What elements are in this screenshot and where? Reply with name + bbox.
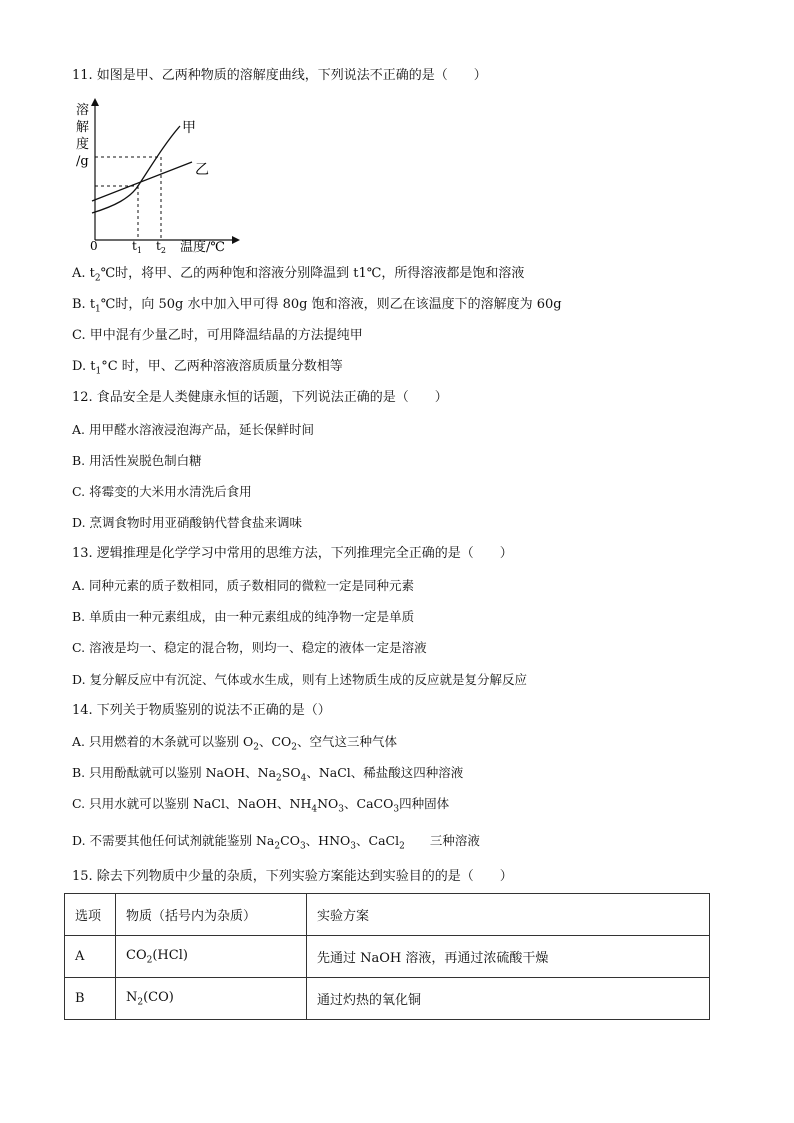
q11-stem: 11. 如图是甲、乙两种物质的溶解度曲线，下列说法不正确的是（ ） [72, 68, 487, 83]
q14-option-d: D. 不需要其他任何试剂就能鉴别 $Na_2CO_3$、$HNO_3$、CaCl$_2$ 三种溶液 [72, 833, 480, 852]
q13-option-c: C. 溶液是均一、稳定的混合物，则均一、稳定的液体一定是溶液 [72, 640, 427, 655]
curve-yi [92, 162, 192, 201]
q15-stem: 15. 除去下列物质中少量的杂质，下列实验方案能达到实验目的的是（ ） [72, 869, 513, 884]
row-option: B [65, 978, 116, 1020]
y-axis-arrow [91, 98, 99, 106]
ylabel-1: 溶 [76, 103, 90, 118]
q11-option-c: C. 甲中混有少量乙时，可用降温结晶的方法提纯甲 [72, 328, 363, 343]
q14-option-a: A. 只用燃着的木条就可以鉴别 $O_2$、$CO_2$、空气这三种气体 [72, 734, 397, 753]
row-plan: 通过灼热的氧化铜 [307, 978, 710, 1020]
curve-jia-label: 甲 [182, 120, 196, 136]
q14-stem: 14. 下列关于物质鉴别的说法不正确的是（） [72, 703, 331, 718]
q13-option-d: D. 复分解反应中有沉淀、气体或水生成，则有上述物质生成的反应就是复分解反应 [72, 672, 528, 687]
table-row [65, 936, 710, 978]
table-header-row [65, 894, 710, 936]
q13-option-b: B. 单质由一种元素组成，由一种元素组成的纯净物一定是单质 [72, 609, 415, 624]
row-plan: 先通过 NaOH 溶液，再通过浓硫酸干燥 [307, 936, 710, 978]
curve-jia [92, 126, 180, 213]
q12-option-a: A. 用甲醛水溶液浸泡海产品，延长保鲜时间 [72, 422, 314, 437]
q11-option-b: B. $t_1℃$时，向 50g 水中加入甲可得 80g 饱和溶液，则乙在该温度下的溶解度为 60g [72, 297, 562, 315]
t1-label: $t_1$ [132, 239, 142, 255]
x-axis-arrow [232, 236, 240, 244]
q12-option-c: C. 将霉变的大米用水清洗后食用 [72, 484, 252, 499]
solubility-graph [70, 98, 240, 258]
header-plan: 实验方案 [307, 894, 710, 936]
q11-option-a: A. $t_2℃$时，将甲、乙的两种饱和溶液分别降温到 t1℃，所得溶液都是饱和溶液 [72, 266, 525, 284]
q14-option-c: C. 只用水就可以鉴别 NaCl、NaOH、$NH_4NO_3$、CaCO$_3$四种固体 [72, 796, 450, 815]
q14-option-b: B. 只用酚酞就可以鉴别 NaOH、$Na_2SO_4$、NaCl、稀盐酸这四种溶液 [72, 765, 464, 784]
table-row [65, 978, 710, 1020]
ylabel-3: 度 [76, 137, 90, 152]
q12-option-d: D. 烹调食物时用亚硝酸钠代替食盐来调味 [72, 515, 303, 530]
header-substance: 物质（括号内为杂质） [116, 894, 307, 936]
origin-label: 0 [90, 239, 98, 253]
q12-option-b: B. 用活性炭脱色制白糖 [72, 453, 202, 468]
xlabel: 温度/℃ [180, 240, 225, 255]
q11-option-d: D. $t_1^\circ C$ 时，甲、乙两种溶液溶质质量分数相等 [72, 359, 343, 377]
q12-stem: 12. 食品安全是人类健康永恒的话题，下列说法正确的是（ ） [72, 390, 448, 405]
row-substance: $N_2(CO)$ [116, 978, 307, 1020]
t2-label: $t_2$ [156, 239, 166, 255]
row-substance: $CO_2(HCl)$ [116, 936, 307, 978]
q13-stem: 13. 逻辑推理是化学学习中常用的思维方法，下列推理完全正确的是（ ） [72, 546, 513, 561]
curve-yi-label: 乙 [195, 162, 209, 178]
ylabel-4: /g [76, 154, 89, 169]
q15-table [64, 893, 710, 1020]
ylabel-2: 解 [76, 120, 90, 135]
row-option: A [65, 936, 116, 978]
q13-option-a: A. 同种元素的质子数相同，质子数相同的微粒一定是同种元素 [72, 578, 414, 593]
header-option: 选项 [65, 894, 116, 936]
